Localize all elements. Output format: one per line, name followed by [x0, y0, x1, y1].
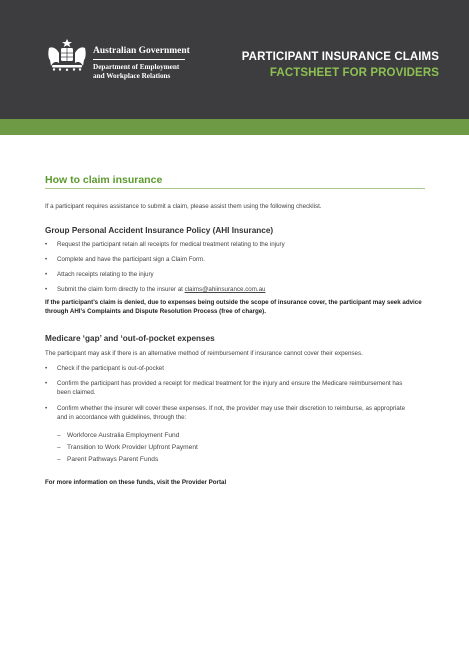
department-line-2: and Workplace Relations: [93, 71, 171, 80]
bullet-icon: •: [45, 405, 48, 412]
fund-item: – Parent Pathways Parent Funds: [57, 456, 159, 463]
intro-text: If a participant requires assistance to submit a claim, please assist them using the following checklist.: [45, 203, 322, 210]
ahi-subheading: Group Personal Accident Insurance Policy (AHI Insurance): [45, 226, 274, 235]
bullet-icon: •: [45, 271, 48, 278]
page-subtitle: FACTSHEET FOR PROVIDERS: [269, 67, 439, 79]
claim-denied-note: If the participant’s claim is denied, due to expenses being outside the scope of insurance cover, the participant may seek advice through AHI’s Complaints and Dispute Resolution Process (free of charge).: [45, 299, 422, 315]
bullet-icon: •: [45, 256, 48, 263]
dash-icon: –: [57, 432, 61, 439]
department-line-1: Department of Employment: [93, 63, 180, 71]
medicare-subheading: Medicare ‘gap’ and ‘out-of-pocket expenses: [45, 334, 215, 343]
provider-portal-note: For more information on these funds, visit the Provider Portal: [45, 479, 227, 486]
bullet-icon: •: [45, 286, 48, 293]
fund-item: – Transition to Work Provider Upfront Payment: [57, 444, 198, 451]
bullet-icon: •: [45, 380, 48, 387]
logo-divider: [93, 59, 185, 60]
medicare-intro-text: The participant may ask if there is an alternative method of reimbursement if insurance cannot cover their expenses.: [45, 350, 363, 357]
bullet-icon: •: [45, 365, 48, 372]
section-heading: How to claim insurance: [45, 174, 163, 186]
fund-item: – Workforce Australia Employment Fund: [57, 432, 180, 439]
page-title: PARTICIPANT INSURANCE CLAIMS: [241, 51, 439, 63]
government-logo-text: [93, 46, 190, 80]
heading-divider: [45, 188, 425, 189]
header-accent-band: [0, 119, 469, 135]
government-name: Australian Government: [93, 46, 190, 56]
dash-icon: –: [57, 456, 61, 463]
bullet-icon: •: [45, 241, 48, 248]
insurer-email-link[interactable]: claims@ahiinsurance.com.au: [184, 286, 266, 293]
dash-icon: –: [57, 444, 61, 451]
coat-of-arms-icon: [46, 38, 88, 72]
